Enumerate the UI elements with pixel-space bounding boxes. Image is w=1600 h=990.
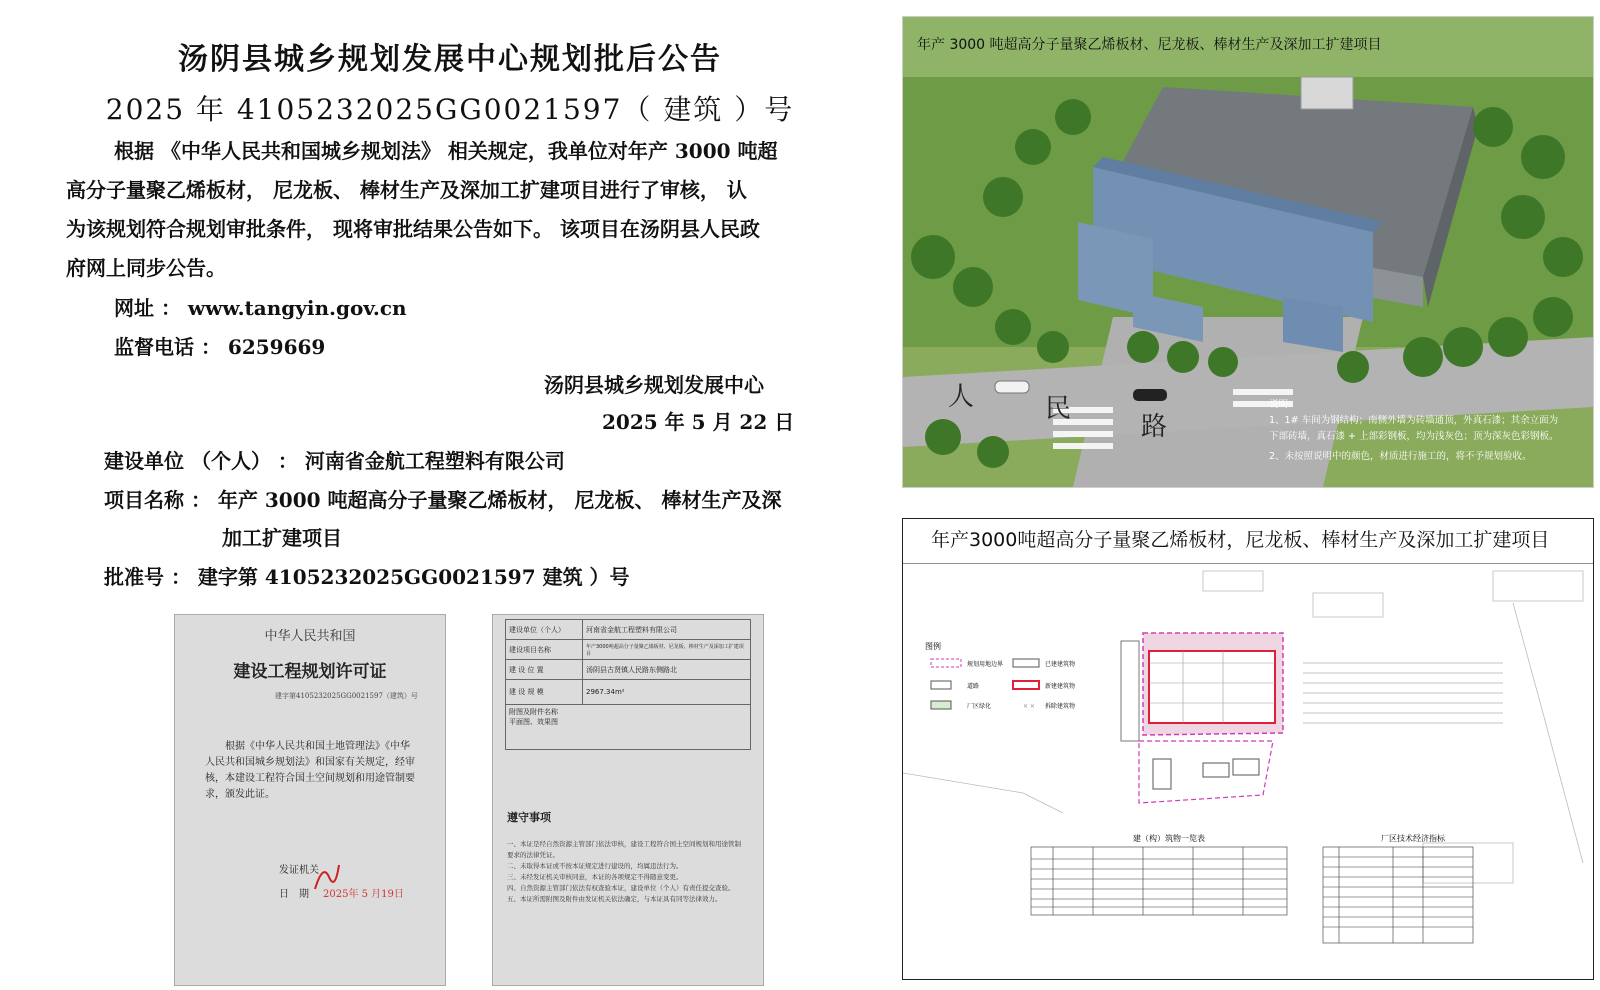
para-line: 根据 《中华人民共和国城乡规划法》 相关规定，我单位对年产 3000 吨超 [114,139,778,163]
rendering-illustration [903,17,1593,487]
note-title: 说明： [1269,399,1298,410]
table-row [506,680,751,705]
cell-label: 建设项目名称 [506,640,583,660]
notice-item: 一、本证是经自然资源主管部门依法审核，建设工程符合国土空间规划和用途管制要求的法律凭证。 [507,840,741,859]
permit-details [492,614,764,986]
notice-number: 2025 年 4105232025GG0021597（ 建筑 ）号 [105,93,795,126]
phone-line: 监督电话 ： 6259669 [114,335,326,359]
attach-value: 平面图、效果图 [509,718,558,726]
note-line: 2、未按照说明中的颜色，材质进行施工的，将不予规划验收。 [1269,451,1532,462]
cell-attachments [506,705,751,750]
cell-value: 年产3000吨超高分子量聚乙烯板材、尼龙板、棒材生产及深加工扩建项目 [583,640,751,660]
issuer-name: 汤阴县城乡规划发展中心 [544,373,764,397]
legend-label: 厂区绿化 [967,703,992,710]
table1-title: 建（构）筑物一览表 [1133,834,1205,843]
notice-item: 五、本证所需附图及附件由发证机关依法确定，与本证具有同等法律效力。 [507,895,722,903]
cell-value: 2967.34m² [583,680,751,705]
legend-label: 已建建筑物 [1045,661,1076,668]
permit-body: 根据《中华人民共和国土地管理法》《中华人民共和国城乡规划法》和国家有关规定，经审核，本建设工程符合国土空间规划和用途管制要求，颁发此证。 [205,741,415,800]
rendering-caption: 年产 3000 吨超高分子量聚乙烯板材、尼龙板、棒材生产及深加工扩建项目 [917,37,1382,53]
para-line: 高分子量聚乙烯板材， 尼龙板、 棒材生产及深加工扩建项目进行了审核， 认 [66,178,747,202]
table-row [506,640,751,660]
legend-title: 图例 [925,642,941,651]
notice-date: 2025 年 5 月 22 日 [602,410,795,434]
notice-title: 汤阴县城乡规划发展中心规划批后公告 [178,42,722,77]
date-label: 日 期 [279,889,309,900]
project-name: 项目名称 ： 年产 3000 吨超高分子量聚乙烯板材， 尼龙板、 棒材生产及深 [104,488,782,512]
cell-label: 建 设 位 置 [506,660,583,680]
project-rendering [902,16,1594,488]
plan-title: 年产3000吨超高分子量聚乙烯板材，尼龙板、棒材生产及深加工扩建项目 [931,529,1550,551]
permit-certificate [174,614,446,986]
notice-item: 二、未取得本证或不按本证规定进行建设的，均属违法行为。 [507,862,683,870]
road-label: 人 [948,382,975,412]
cell-label: 建设单位（个人） [506,620,583,640]
cell-value: 汤阴县古贤镇人民路东侧路北 [583,660,751,680]
site-plan-drawing [903,563,1593,979]
date-value: 2025年 5 月19日 [323,889,404,900]
notice-heading: 遵守事项 [507,811,551,824]
permit-country: 中华人民共和国 [264,629,356,644]
permit-number: 建字第4105232025GG0021597（建筑）号 [275,692,418,700]
cell-label: 建 设 规 模 [506,680,583,705]
road-label: 路 [1141,412,1168,442]
signature-mark [311,859,341,895]
website-line: 网址 ： www.tangyin.gov.cn [114,296,407,320]
notice-items [507,839,747,905]
notice-paragraph [66,132,856,288]
para-line: 府网上同步公告。 [66,256,226,280]
site-plan [902,518,1594,980]
table-row [506,620,751,640]
svg-text:✕ ✕: ✕ ✕ [1023,703,1035,710]
permit-table [505,619,751,750]
cell-value: 河南省金航工程塑料有限公司 [583,620,751,640]
construction-unit: 建设单位 （个人） ： 河南省金航工程塑料有限公司 [104,449,565,473]
legend-label: 道路 [967,683,980,690]
notice-item: 四、自然资源主管部门依法有权查验本证，建设单位（个人）有责任提交查验。 [507,884,735,892]
approval-number: 批准号 ： 建字第 4105232025GG0021597 建筑 ）号 [104,565,630,589]
table2-title: 厂区技术经济指标 [1381,834,1445,843]
legend-label: 规划用地边界 [967,661,1004,668]
road-label: 民 [1045,394,1072,424]
table-row [506,660,751,680]
legend-label: 新建建筑物 [1045,683,1076,690]
attach-label: 附图及附件名称 [509,708,558,716]
notice-item: 三、未经发证机关审核同意，本证的各项规定不得随意变更。 [507,873,683,881]
note-line: 1、1# 车间为钢结构；南侧外墙为砖墙通顶，外真石漆；其余立面为 [1269,415,1559,426]
permit-name: 建设工程规划许可证 [233,662,387,682]
issuer-label: 发证机关 [279,865,319,876]
table-row [506,705,751,750]
project-name-cont: 加工扩建项目 [222,526,342,550]
note-line: 下部砖墙，真石漆 + 上部彩钢板，均为浅灰色；顶为深灰色彩钢板。 [1269,431,1559,442]
para-line: 为该规划符合规划审批条件， 现将审批结果公告如下。 该项目在汤阴县人民政 [66,217,760,241]
legend-label: 拆除建筑物 [1045,703,1076,710]
